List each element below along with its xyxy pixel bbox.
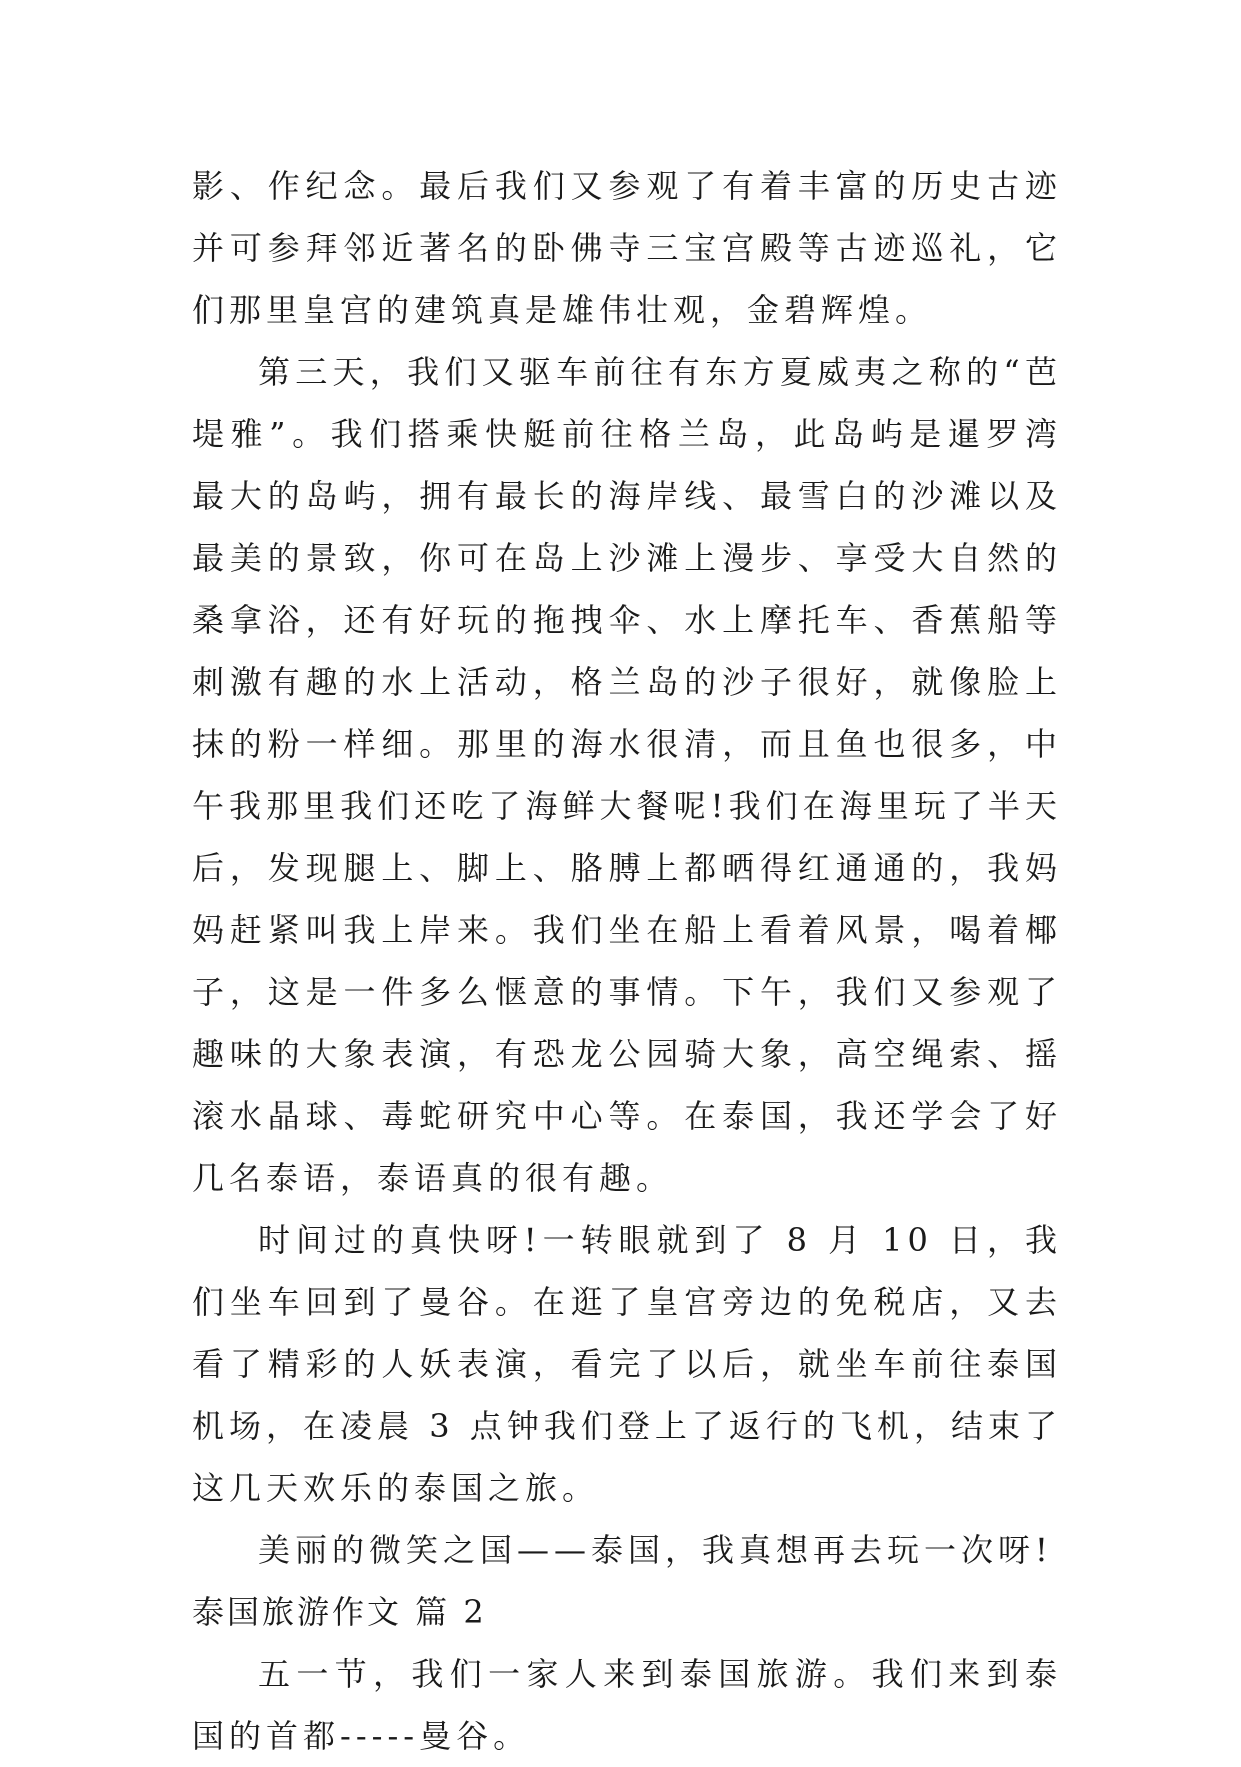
document-body [192,155,1062,1767]
paragraph-continued: 影、作纪念。最后我们又参观了有着丰富的历史古迹并可参拜邻近著名的卧佛寺三宝宫殿等古迹巡礼，它们那里皇宫的建筑真是雄伟壮观，金碧辉煌。 [192,167,1062,329]
paragraph-return: 时间过的真快呀!一转眼就到了 8 月 10 日，我们坐车回到了曼谷。在逛了皇宫旁边的免税店，又去看了精彩的人妖表演，看完了以后，就坐车前往泰国机场，在凌晨 3 点钟我们登上了返行的飞机，结束了这几天欢乐的泰国之旅。 [192,1221,1062,1507]
paragraph-closing: 美丽的微笑之国——泰国，我真想再去玩一次呀! [258,1531,1053,1569]
paragraph-intro-2: 五一节，我们一家人来到泰国旅游。我们来到泰国的首都-----曼谷。 [192,1655,1062,1755]
section-heading: 泰国旅游作文 篇 2 [192,1593,487,1631]
paragraph-day-three: 第三天，我们又驱车前往有东方夏威夷之称的“芭堤雅”。我们搭乘快艇前往格兰岛，此岛屿是暹罗湾最大的岛屿，拥有最长的海岸线、最雪白的沙滩以及最美的景致，你可在岛上沙滩上漫步、享受大自然的桑拿浴，还有好玩的拖拽伞、水上摩托车、香蕉船等刺激有趣的水上活动，格兰岛的沙子很好，就像脸上抹的粉一样细。那里的海水很清，而且鱼也很多，中午我那里我们还吃了海鲜大餐呢!我们在海里玩了半天后，发现腿上、脚上、胳膊上都晒得红通通的，我妈妈赶紧叫我上岸来。我们坐在船上看着风景，喝着椰子，这是一件多么惬意的事情。下午，我们又参观了趣味的大象表演，有恐龙公园骑大象，高空绳索、摇滚水晶球、毒蛇研究中心等。在泰国，我还学会了好几名泰语，泰语真的很有趣。 [192,353,1062,1197]
